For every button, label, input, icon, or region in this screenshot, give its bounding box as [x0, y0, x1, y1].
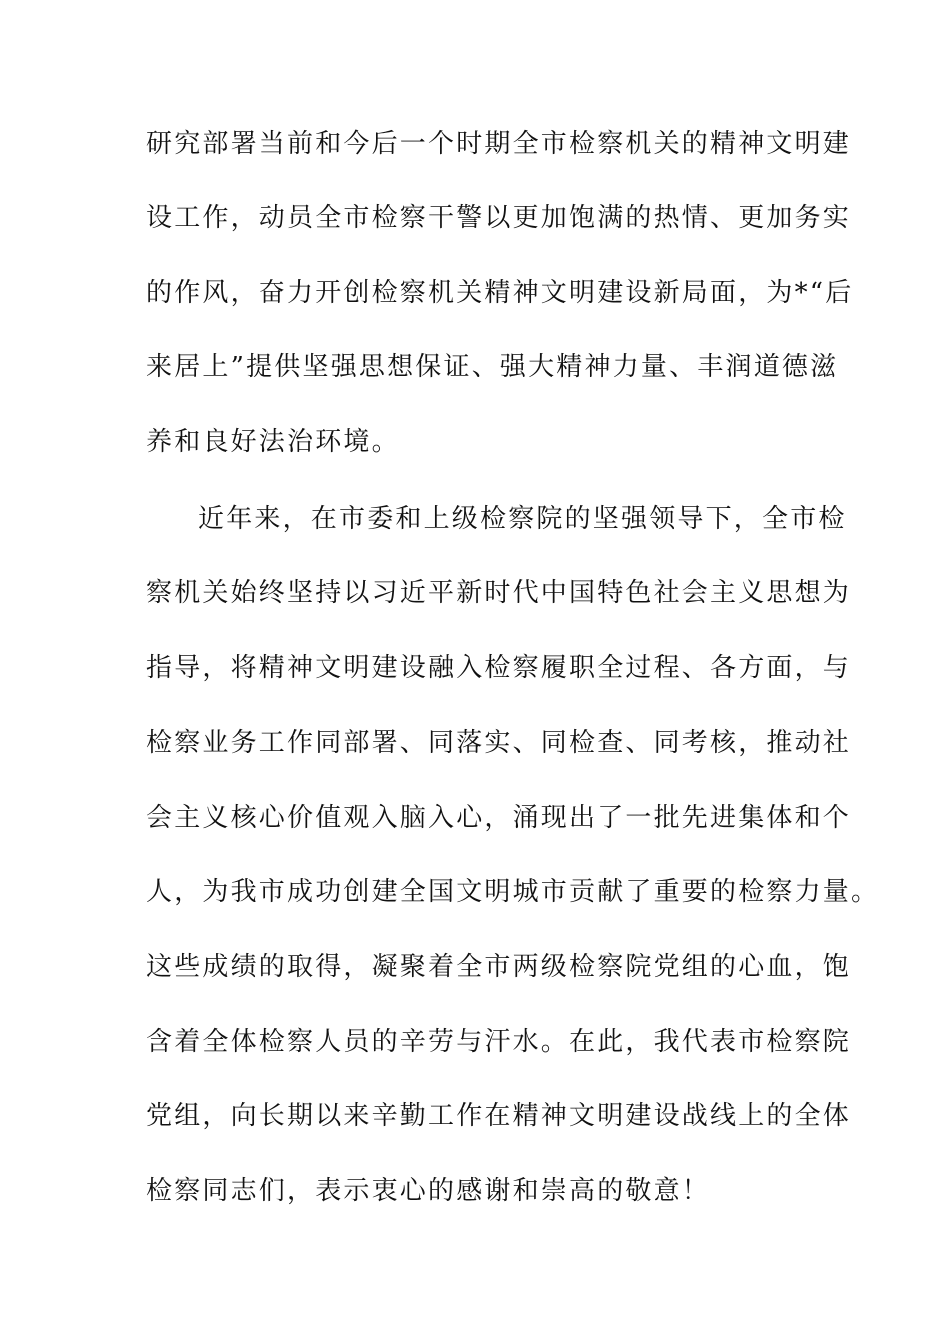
- paragraph-2-line-5: 会主义核心价值观入脑入心，涌现出了一批先进集体和个: [146, 803, 852, 833]
- paragraph-2-line-4: 检察业务工作同部署、同落实、同检查、同考核，推动社: [146, 728, 852, 758]
- paragraph-1-line-4: 来居上”提供坚强思想保证、强大精神力量、丰润道德滋: [146, 352, 839, 382]
- paragraph-2-line-2: 察机关始终坚持以习近平新时代中国特色社会主义思想为: [146, 578, 852, 608]
- paragraph-2-line-10: 检察同志们，表示衷心的感谢和崇高的敬意！: [146, 1176, 711, 1206]
- paragraph-1-line-3: 的作风，奋力开创检察机关精神文明建设新局面，为*“后: [146, 278, 854, 308]
- paragraph-1-line-5: 养和良好法治环境。: [146, 427, 400, 457]
- paragraph-2-line-8: 含着全体检察人员的辛劳与汗水。在此，我代表市检察院: [146, 1027, 852, 1057]
- paragraph-2-line-7: 这些成绩的取得，凝聚着全市两级检察院党组的心血，饱: [146, 952, 852, 982]
- paragraph-1-line-2: 设工作，动员全市检察干警以更加饱满的热情、更加务实: [146, 203, 852, 233]
- paragraph-2-line-1: 近年来，在市委和上级检察院的坚强领导下，全市检: [198, 504, 847, 534]
- paragraph-1-line-1: 研究部署当前和今后一个时期全市检察机关的精神文明建: [146, 129, 852, 159]
- paragraph-2-line-9: 党组，向长期以来辛勤工作在精神文明建设战线上的全体: [146, 1101, 852, 1131]
- paragraph-2-line-3: 指导，将精神文明建设融入检察履职全过程、各方面，与: [146, 653, 852, 683]
- paragraph-2-line-6: 人，为我市成功创建全国文明城市贡献了重要的检察力量。: [146, 877, 880, 907]
